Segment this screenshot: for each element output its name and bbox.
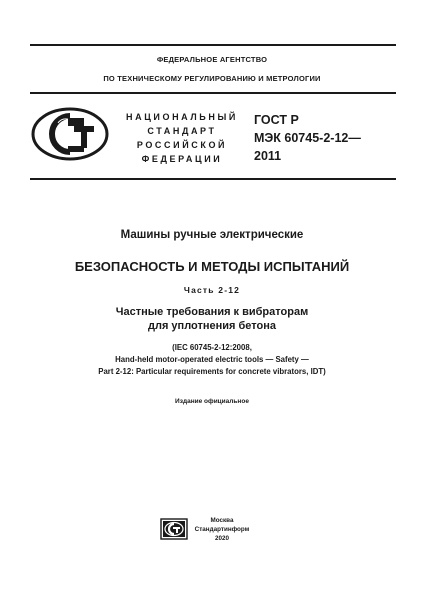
iec-ref-line-3: Part 2-12: Particular requirements for concrete vibrators, IDT) <box>98 367 326 376</box>
publisher-city: Москва <box>210 517 234 524</box>
standard-type-line-2: СТАНДАРТ <box>147 126 217 136</box>
top-rule <box>30 44 396 46</box>
standard-type-line-3: РОССИЙСКОЙ <box>136 140 228 150</box>
iec-ref-line-1: (IEC 60745-2-12:2008, <box>172 343 252 352</box>
standard-type-line-4: ФЕДЕРАЦИИ <box>141 154 223 164</box>
publisher-name: Стандартинформ <box>194 526 250 533</box>
gost-r-emblem-icon <box>30 106 110 162</box>
subtitle-line-2: для уплотнения бетона <box>147 320 276 332</box>
iec-ref-line-2: Hand-held motor-operated electric tools — Safety — <box>115 355 309 364</box>
designation-line-2: МЭК 60745-2-12— <box>254 131 361 145</box>
part-label: Часть 2-12 <box>183 285 241 295</box>
designation-line-3: 2011 <box>254 149 282 163</box>
agency-line-1: ФЕДЕРАЛЬНОЕ АГЕНТСТВО <box>156 55 268 64</box>
standartinform-logo-icon <box>160 518 188 540</box>
designation-line-1: ГОСТ Р <box>254 113 299 127</box>
agency-line-2: ПО ТЕХНИЧЕСКОМУ РЕГУЛИРОВАНИЮ И МЕТРОЛОГИИ <box>103 74 321 83</box>
header-rule <box>30 92 396 94</box>
heading-title: БЕЗОПАСНОСТЬ И МЕТОДЫ ИСПЫТАНИЙ <box>74 259 350 274</box>
publisher-year: 2020 <box>214 535 229 542</box>
title-rule <box>30 178 396 180</box>
standard-type-line-1: НАЦИОНАЛЬНЫЙ <box>126 112 238 122</box>
subtitle-line-1: Частные требования к вибраторам <box>115 306 309 318</box>
main-title: Машины ручные электрические <box>120 229 304 241</box>
edition-label: Издание официальное <box>175 398 249 405</box>
